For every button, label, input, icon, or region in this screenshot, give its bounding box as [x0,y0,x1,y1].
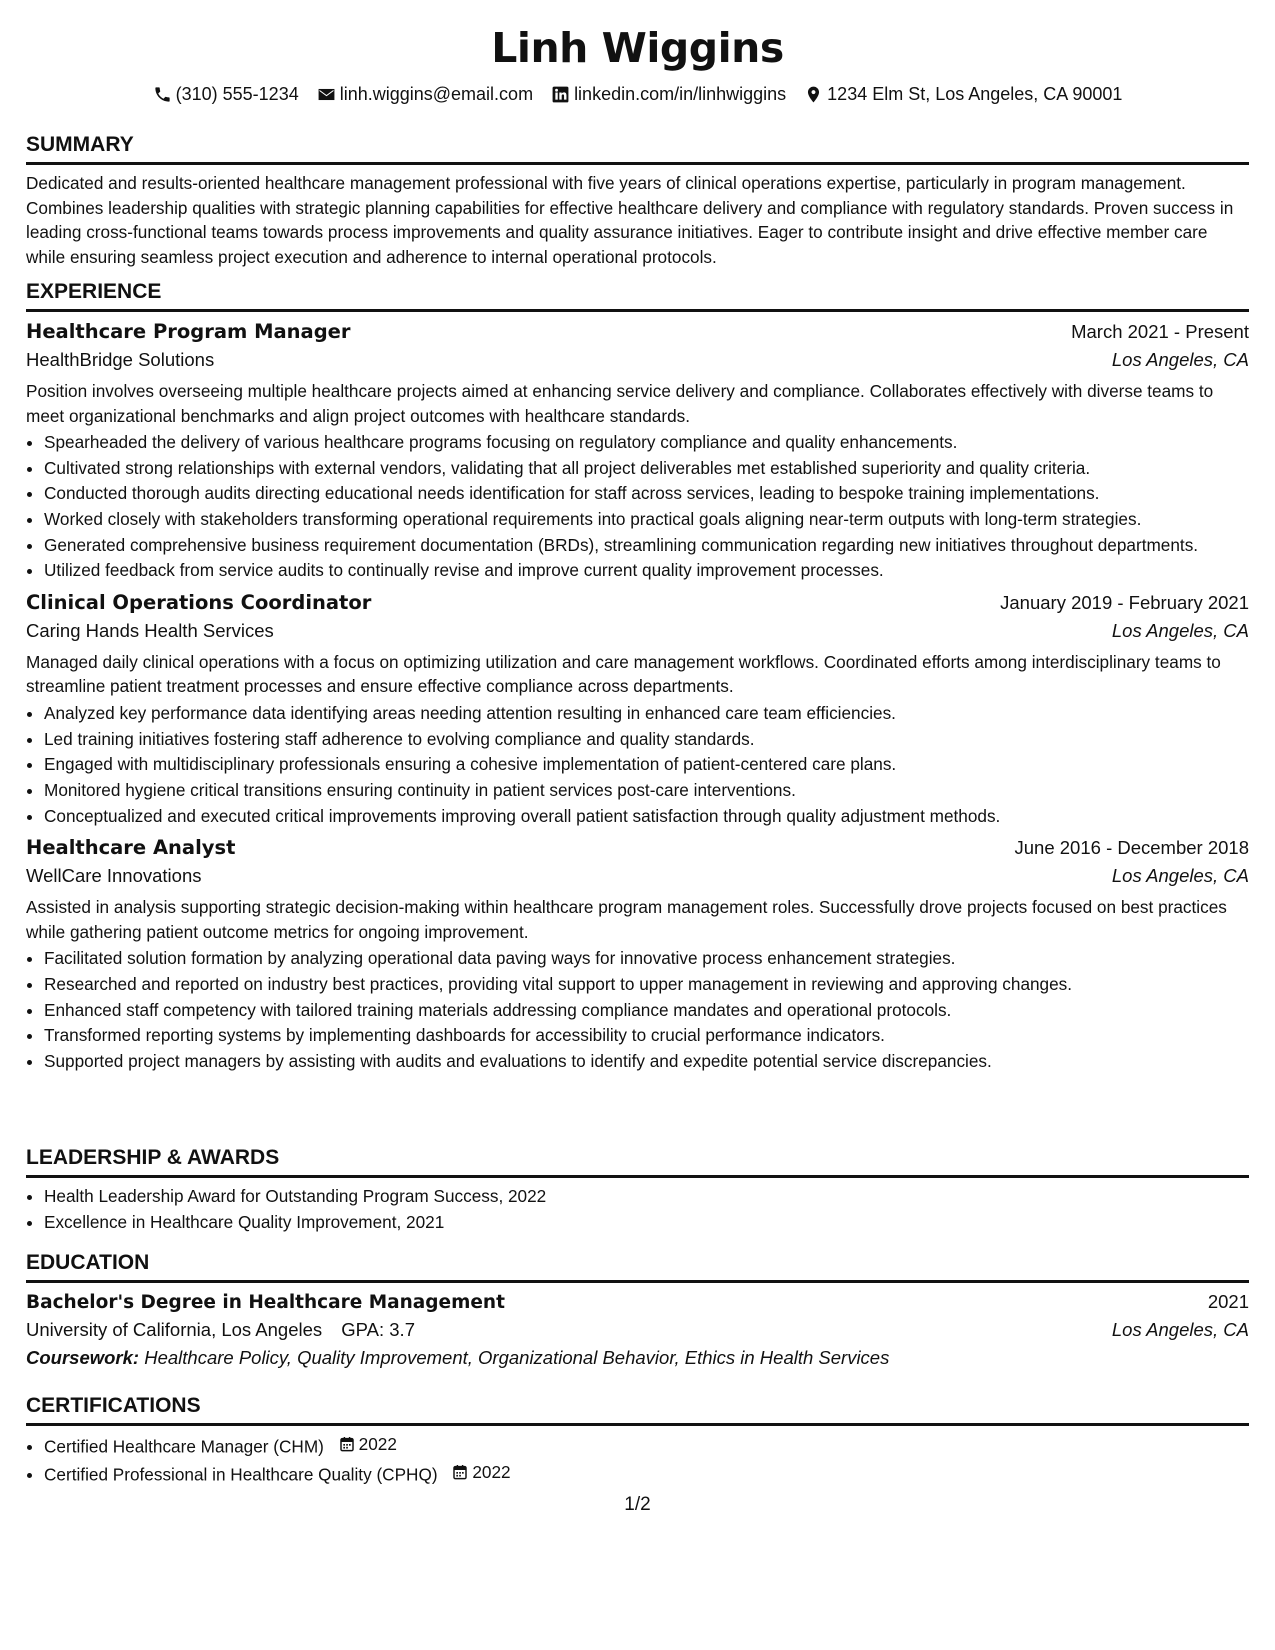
job-dates: June 2016 - December 2018 [1014,837,1249,859]
job-location: Los Angeles, CA [1111,865,1249,887]
bullet-item: • Utilized feedback from service audits to continually revise and improve current quality improvement processes. [44,558,1249,583]
coursework [26,1347,1249,1369]
education-section [26,1250,1249,1369]
certification-item [44,1460,1249,1487]
job-entry [26,320,1249,583]
job-company: Caring Hands Health Services [26,619,274,641]
coursework-label: Coursework: [26,1347,140,1368]
experience-heading: EXPERIENCE [26,279,1249,312]
graduation-year: 2021 [1207,1291,1249,1312]
award-item: • Health Leadership Award for Outstanding Program Success, 2022 [44,1184,1249,1209]
job-dates: March 2021 - Present [1071,321,1249,342]
award-item: • Excellence in Healthcare Quality Improvement, 2021 [44,1210,1249,1235]
job-title: Clinical Operations Coordinator [26,590,372,614]
job-dates: January 2019 - February 2021 [1000,591,1249,613]
map-pin-icon [804,85,823,104]
job-title: Healthcare Program Manager [26,320,351,343]
bullet-item: • Spearheaded the delivery of various healthcare programs focusing on regulatory compliance and quality enhancements. [44,430,1249,455]
summary-text: Dedicated and results-oriented healthcare management professional with five years of clinical operations expertise, particularly in program management. Combines leadership qualities with strategic planning capabilities for effective healthcare delivery and compliance with regulatory standards. Proven success in leading cross-functional teams towards process improvements and quality assurance initiatives. Eager to contribute insight and drive effective member care while ensuring seamless project execution and adherence to internal operational protocols. [26,173,1234,267]
school-location: Los Angeles, CA [1111,1319,1249,1340]
certification-name: Certified Healthcare Manager (CHM) [44,1436,324,1457]
job-description: Managed daily clinical operations with a focus on optimizing utilization and care management workflows. Coordinated efforts among interdisciplinary teams to streamline patient treatment processes and ensure effective compliance across departments. [26,651,1221,697]
job-bullets [26,701,1249,828]
certification-date [452,1460,510,1485]
job-description: Assisted in analysis supporting strategic decision-making within healthcare program management roles. Successfully drove projects focused on best practices while gathering patient outcome metrics for ongoing improvement. [26,897,1227,942]
bullet-item: • Conducted thorough audits directing educational needs identification for staff across services, leading to bespoke training implementations. [44,481,1249,506]
degree-title: Bachelor's Degree in Healthcare Management [26,1292,505,1313]
linkedin-text[interactable]: linkedin.com/in/linhwiggins [574,83,787,104]
contact-linkedin[interactable] [551,84,786,105]
bullet-item: • Enhanced staff competency with tailored training materials addressing compliance mandates and operational protocols. [44,998,1249,1023]
calendar-icon [339,1436,355,1452]
bullet-item: • Supported project managers by assisting with audits and evaluations to identify and expedite potential service discrepancies. [44,1049,1249,1074]
gpa: GPA: 3.7 [341,1319,415,1340]
coursework-list: Healthcare Policy, Quality Improvement, Organizational Behavior, Ethics in Health Services [144,1347,890,1368]
job-bullets [26,430,1249,583]
phone-text: (310) 555-1234 [175,83,299,104]
contact-phone [153,84,299,105]
bullet-item: • Analyzed key performance data identifying areas needing attention resulting in enhanced care team efficiencies. [44,701,1249,726]
school-line [26,1319,415,1341]
contact-email[interactable] [317,84,533,105]
summary-section [26,132,1249,269]
summary-heading: SUMMARY [26,132,1249,165]
job-bullets [26,946,1249,1073]
awards-section [26,1145,1249,1235]
bullet-item: • Engaged with multidisciplinary professionals ensuring a cohesive implementation of patient-centered care plans. [44,752,1249,777]
certifications-heading: CERTIFICATIONS [26,1393,1249,1426]
certification-name: Certified Professional in Healthcare Quality (CPHQ) [44,1464,438,1485]
experience-section [26,279,1249,1075]
job-company: HealthBridge Solutions [26,349,215,370]
candidate-name: Linh Wiggins [491,24,784,72]
certifications-section [26,1393,1249,1488]
job-title: Healthcare Analyst [26,836,236,860]
bullet-item: • Cultivated strong relationships with external vendors, validating that all project deliverables met established superiority and quality criteria. [44,456,1249,481]
email-text[interactable]: linh.wiggins@email.com [339,83,534,104]
bullet-item: • Conceptualized and executed critical improvements improving overall patient satisfaction through quality adjustment methods. [44,804,1249,829]
certification-year: 2022 [358,1434,397,1454]
job-location: Los Angeles, CA [1111,619,1249,641]
bullet-item: • Generated comprehensive business requirement documentation (BRDs), streamlining communication regarding new initiatives throughout departments. [44,533,1249,558]
certification-year: 2022 [472,1461,511,1482]
contact-address [804,84,1122,105]
phone-icon [153,85,172,104]
bullet-item: • Researched and reported on industry best practices, providing vital support to upper management in reviewing and approving changes. [44,972,1249,997]
bullet-item: • Worked closely with stakeholders transforming operational requirements into practical goals aligning near-term outputs with long-term strategies. [44,507,1249,532]
bullet-item: • Monitored hygiene critical transitions ensuring continuity in patient services post-care interventions. [44,778,1249,803]
school-name: University of California, Los Angeles [26,1319,323,1340]
envelope-icon [317,85,336,104]
education-heading: EDUCATION [26,1250,1249,1283]
page-indicator: 1/2 [624,1494,651,1515]
bullet-item: • Led training initiatives fostering staff adherence to evolving compliance and quality standards. [44,727,1249,752]
certifications-list [26,1432,1249,1487]
bullet-item: • Facilitated solution formation by analyzing operational data paving ways for innovative process enhancement strategies. [44,946,1249,971]
job-description: Position involves overseeing multiple healthcare projects aimed at enhancing service delivery and compliance. Collaborates effectively with diverse teams to meet organizational benchmarks and align project outcomes with healthcare standards. [26,381,1214,426]
certification-date [339,1432,397,1457]
calendar-icon [452,1464,468,1480]
contact-bar [26,80,1249,108]
job-company: WellCare Innovations [26,865,202,887]
job-location: Los Angeles, CA [1111,349,1249,370]
job-entry [26,836,1249,1073]
job-entry [26,591,1249,828]
address-text: 1234 Elm St, Los Angeles, CA 90001 [827,83,1123,104]
awards-heading: LEADERSHIP & AWARDS [26,1145,1249,1178]
linkedin-icon [551,85,570,104]
certification-item [44,1432,1249,1459]
bullet-item: • Transformed reporting systems by implementing dashboards for accessibility to crucial performance indicators. [44,1023,1249,1048]
awards-list [26,1184,1249,1234]
